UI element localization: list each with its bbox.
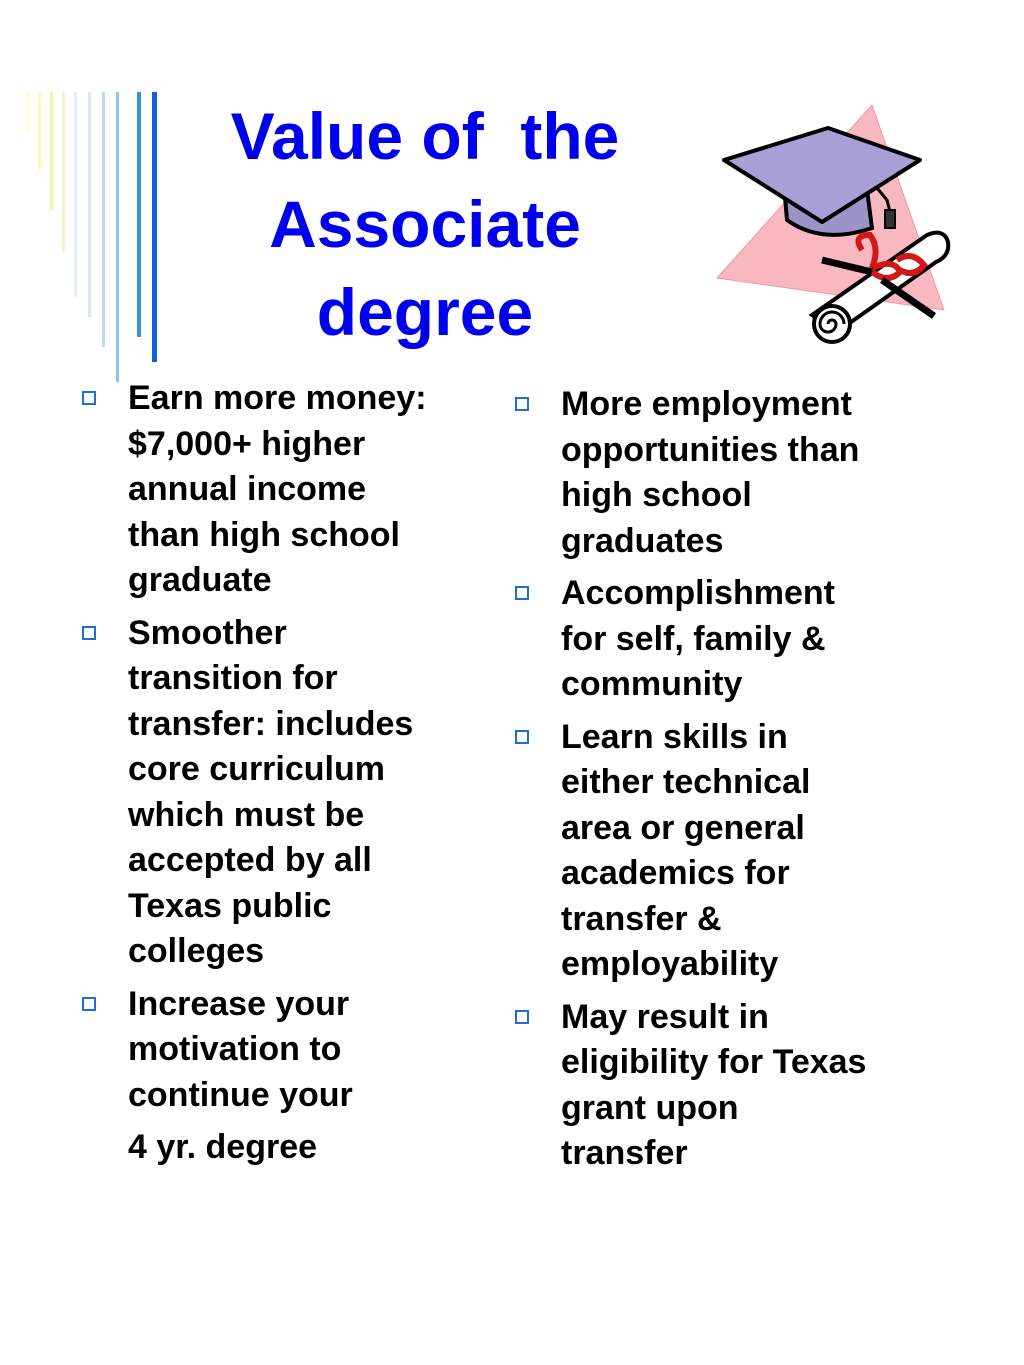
bullet-line: high school [561, 476, 752, 514]
decorative-bar [62, 92, 65, 252]
list-item [513, 715, 913, 988]
bullet-line: colleges [128, 932, 265, 970]
bullet-line: community [561, 665, 743, 703]
continuation-line: 4 yr. degree [128, 1128, 318, 1166]
bullet-line: Texas public [128, 886, 332, 925]
slide-title [175, 92, 675, 356]
bullet-line: Increase your [128, 984, 350, 1023]
square-bullet-icon [515, 397, 529, 411]
list-item [80, 982, 470, 1119]
list-item [80, 611, 470, 975]
bullet-line: accepted by all [128, 841, 372, 879]
bullet-line: More employment [561, 385, 852, 423]
list-item [80, 376, 470, 604]
list-item [513, 382, 913, 564]
bullet-line: transfer: includes [128, 704, 414, 743]
decorative-bar [38, 92, 41, 170]
bullet-line: either technical [561, 763, 811, 801]
title-line-1: Value of the [230, 99, 620, 173]
bullet-line: motivation to [128, 1030, 342, 1068]
square-bullet-icon [82, 626, 96, 640]
decorative-bar [152, 92, 157, 362]
bullet-line: eligibility for Texas [561, 1043, 867, 1081]
square-bullet-icon [515, 586, 529, 600]
bullet-line: area or general [561, 808, 805, 847]
bullet-line: employability [561, 945, 779, 983]
bullet-line: $7,000+ higher [128, 424, 366, 463]
bullet-line: which must be [128, 795, 365, 834]
bullet-line: Earn more money: [128, 379, 427, 417]
bullet-line: continue your [128, 1075, 353, 1114]
bullet-line: Smoother [128, 613, 287, 652]
bullet-line: graduates [561, 521, 724, 560]
bullet-line: than high school [128, 515, 400, 554]
decorative-bar [50, 92, 53, 210]
bullet-line: core curriculum [128, 750, 385, 788]
left-bullet-list [80, 376, 470, 1171]
bullet-line: Learn skills in [561, 717, 788, 756]
bullet-line: transition for [128, 659, 338, 697]
square-bullet-icon [515, 1010, 529, 1024]
bullet-line: May result in [561, 997, 769, 1036]
decorative-bar [26, 92, 29, 132]
decorative-bar [137, 92, 141, 337]
bullet-line: transfer [561, 1134, 688, 1172]
bullet-line: academics for [561, 854, 790, 892]
bullet-line: grant upon [561, 1088, 739, 1127]
decorative-bar [102, 92, 105, 347]
list-item [513, 995, 913, 1177]
bullet-line: opportunities than [561, 430, 860, 469]
bullet-line: for self, family & [561, 619, 826, 658]
decorative-bar [116, 92, 119, 382]
square-bullet-icon [515, 730, 529, 744]
list-item [513, 571, 913, 708]
square-bullet-icon [82, 391, 96, 405]
graduation-cap-and-diploma-icon [712, 100, 952, 350]
bullet-line: transfer & [561, 899, 722, 938]
title-line-3: degree [316, 275, 534, 349]
title-line-2: Associate [269, 187, 581, 261]
decorative-bar [88, 92, 91, 317]
bullet-line: annual income [128, 470, 367, 508]
right-bullet-list [513, 382, 913, 1184]
square-bullet-icon [82, 997, 96, 1011]
bullet-line: Accomplishment [561, 574, 835, 612]
bullet-line: graduate [128, 561, 272, 599]
decorative-bar [74, 92, 77, 297]
